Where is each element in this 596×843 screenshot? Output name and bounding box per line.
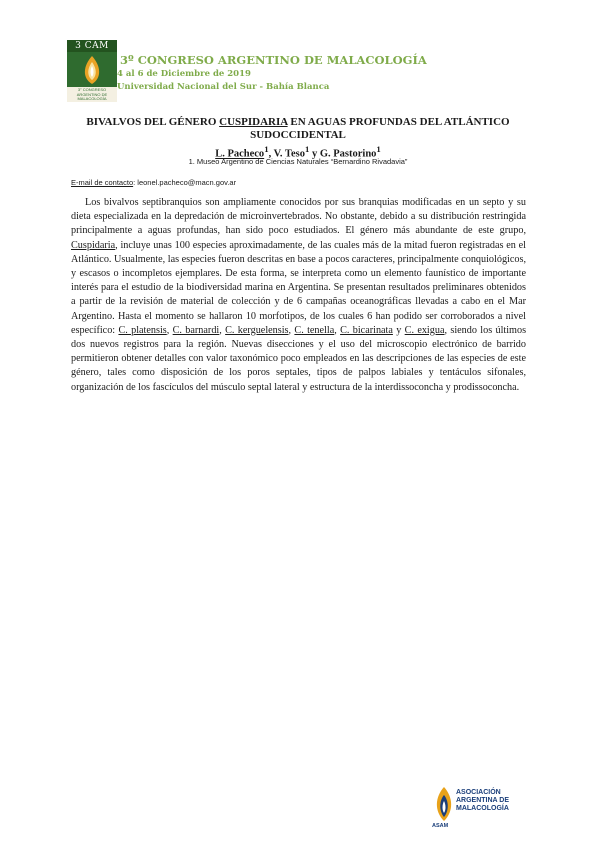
author-affiliation-mark: 1 (376, 144, 381, 154)
email-separator: : (133, 178, 138, 187)
asam-name (456, 789, 509, 813)
genus-name: Cuspidaria (71, 239, 116, 251)
logo-caption-line: MALACOLOGÍA (77, 96, 107, 101)
logo-caption (67, 87, 117, 102)
separator: , (334, 324, 341, 336)
author-name: , V. Teso (268, 148, 305, 160)
author-name: y G. Pastorino (309, 148, 377, 160)
asam-logo (430, 783, 540, 833)
abstract-paragraph (71, 196, 526, 395)
email-label: E-mail de contacto (71, 178, 134, 187)
logo-title: 3 CAM (67, 40, 117, 52)
author-affiliation-mark: 1 (264, 144, 269, 154)
species-name: C. barnardi (172, 324, 220, 336)
species-name: C. kerguelensis (225, 324, 289, 336)
abstract-text: , incluye unas 100 especies aproximadamente, de las cuales más de la mitad fueron registradas en el Atlántico. Usualmente, las especies fueron descritas en base a pocos caracteres, principalmente conquiológicos, y escasos o incompletos ejemplares. De esta forma, se interpreta como un elemento faunístico de importante interés para el estudio de la biodiversidad marina en Argentina. Se presentan resultados preliminares obtenidos a partir de la revisión de material de colección y de 6 campañas oceanográficas llevadas a cabo en el Mar Argentino. Hasta el momento se hallaron 10 morfotipos, de los cuales 6 han podido ser corroborados a nivel específico: (71, 239, 526, 336)
species-name: C. exigua (404, 324, 445, 336)
abstract-text: Los bivalvos septibranquios son ampliamente conocidos por sus branquias modificadas en un septo y su dieta especializada en la depredación de microinvertebrados. No obstante, debido a su distribución restringida principalmente a aguas profundas, han sido poco estudiados. El género más abundante de este grupo, (71, 197, 526, 237)
separator: y (392, 324, 405, 336)
species-name: C. bicarinata (340, 324, 393, 336)
asam-abbreviation: ASAM (432, 823, 449, 829)
author-name: L. Pacheco (215, 148, 265, 160)
email-address[interactable]: leonel.pacheco@macn.gov.ar (137, 178, 237, 187)
separator: , (166, 324, 173, 336)
congress-logo (67, 40, 117, 102)
title-text: BIVALVOS DEL GÉNERO (86, 116, 220, 128)
logo-caption-line: ARGENTINO DE (76, 91, 108, 97)
separator: , (219, 324, 226, 336)
abstract-text: , siendo los últimos dos nuevos registros para la región. Nuevas disecciones y el uso del microscopio electrónico de barrido permitieron obtener detalles con valor taxonómico poco empleados en las descripciones de las especies de este género, tales como disposición de los poros septales, tipos de palpos labiales y tentáculos sifonales, organización de los fascículos del músculo septal lateral y estructura de la interdissoconcha y prodissoconcha. (71, 324, 527, 393)
congress-dates: 4 al 6 de Diciembre de 2019 (117, 69, 251, 79)
congress-venue: Universidad Nacional del Sur - Bahía Blanca (117, 82, 330, 92)
asam-name-line: ARGENTINA DE (456, 797, 510, 804)
asam-name-line: MALACOLOGÍA (456, 805, 509, 812)
species-name: C. tenella (294, 324, 335, 336)
logo-caption-line: 3° CONGRESO (77, 87, 107, 92)
paper-title (60, 116, 536, 142)
species-name: C. platensis (118, 324, 167, 336)
contact-email (71, 178, 236, 187)
author-affiliation-mark: 1 (304, 144, 310, 154)
title-text: EN AGUAS PROFUNDAS DEL ATLÁNTICO SUDOCCIDENTAL (250, 116, 510, 141)
separator: , (288, 324, 295, 336)
title-genus: CUSPIDARIA (219, 116, 288, 128)
asam-name-line: ASOCIACIÓN (456, 789, 501, 796)
congress-name: 3º CONGRESO ARGENTINO DE MALACOLOGÍA (120, 53, 427, 67)
affiliation: 1. Museo Argentino de Ciencias Naturales “Bernardino Rivadavia” (188, 157, 408, 166)
asam-flame-icon (432, 785, 456, 825)
